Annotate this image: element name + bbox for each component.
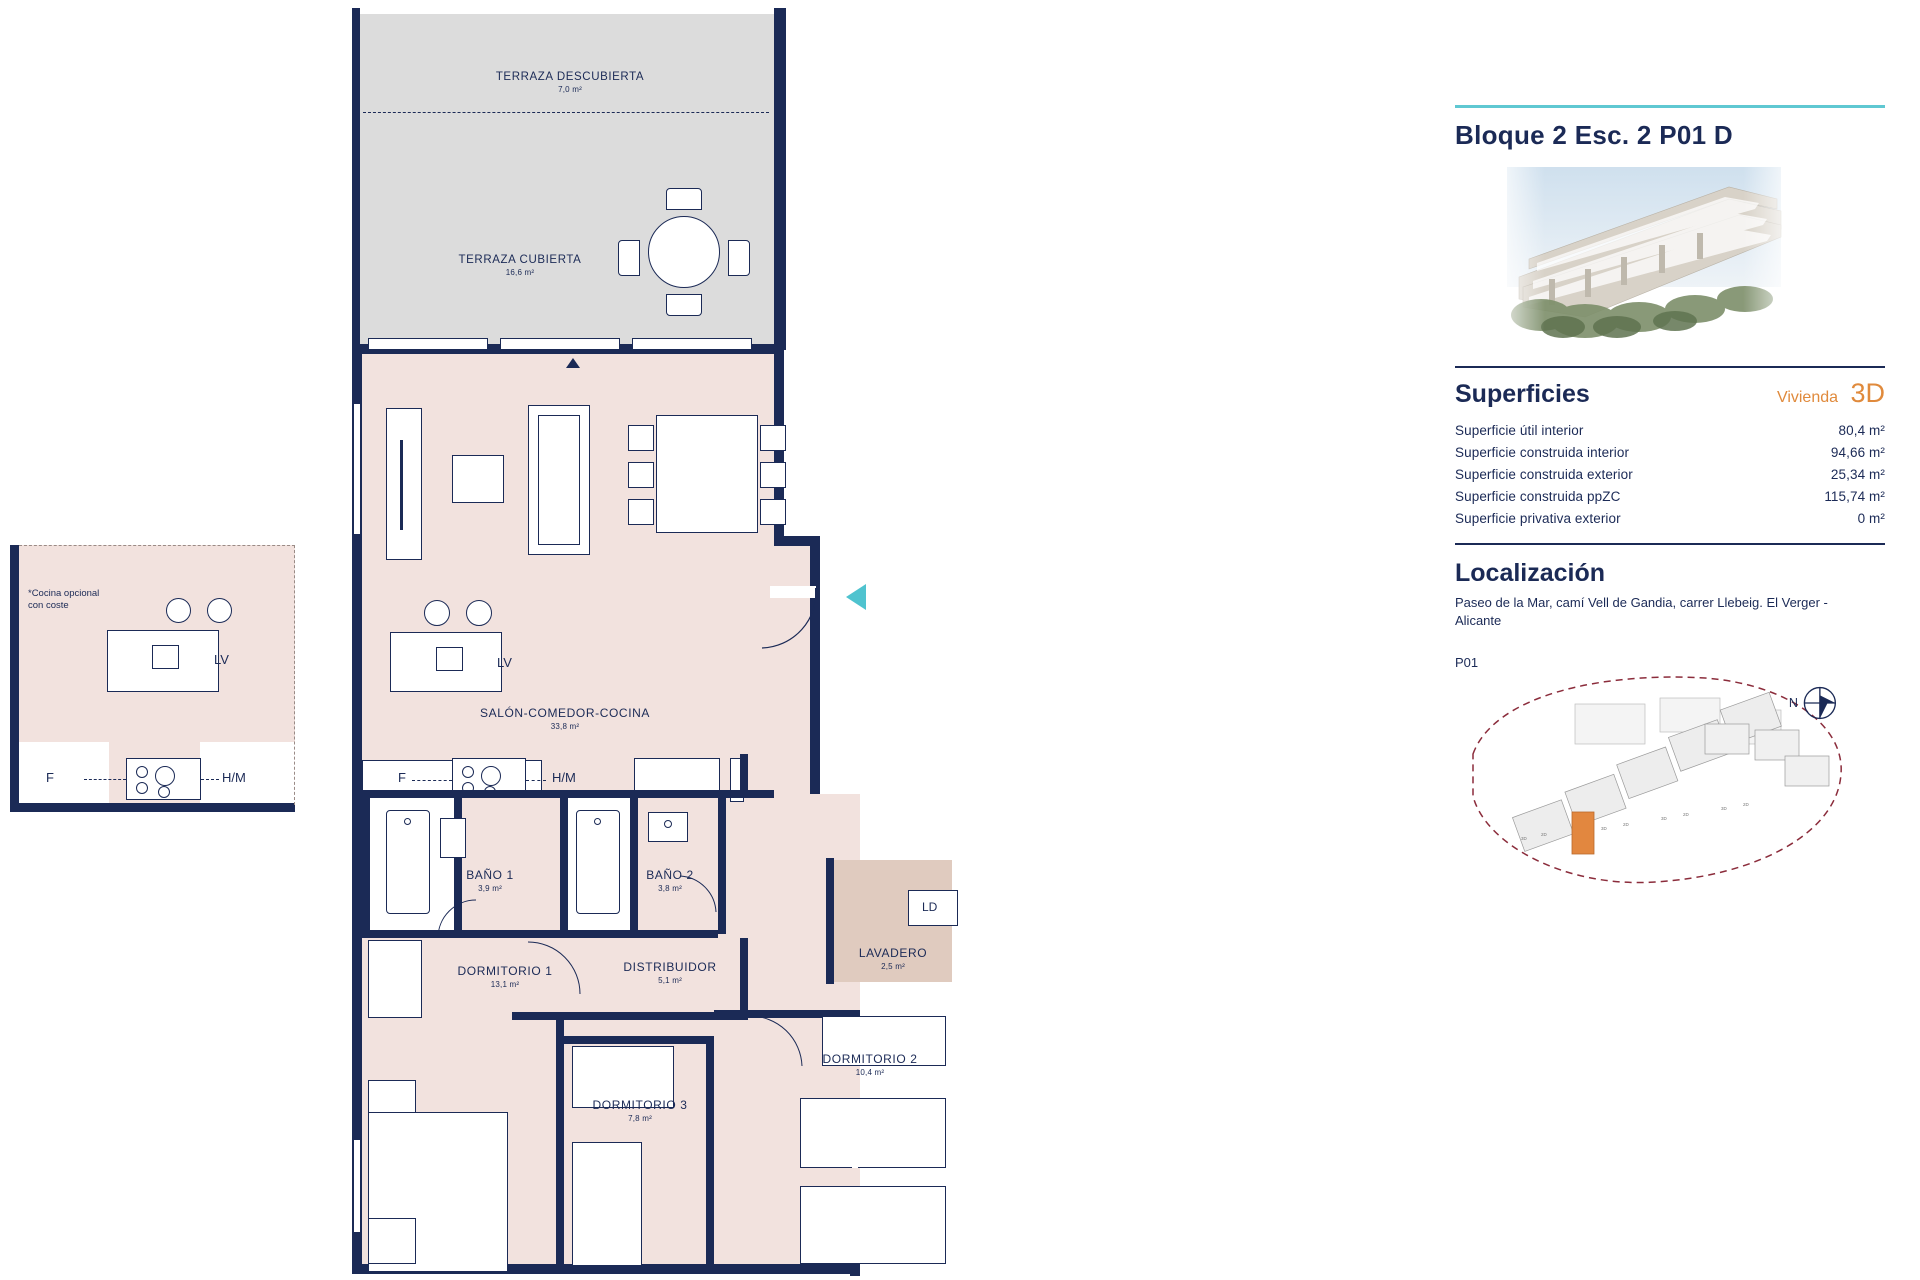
svg-text:3D: 3D <box>1601 826 1607 832</box>
dining-chair <box>628 462 654 488</box>
dining-chair <box>760 425 786 451</box>
inset-dash <box>294 545 295 805</box>
terrace-area <box>360 14 775 344</box>
inset-circle <box>166 598 191 623</box>
row-value: 0 m² <box>1857 510 1885 526</box>
ld-label: LD <box>922 900 938 914</box>
superficies-heading: Superficies <box>1455 380 1590 408</box>
svg-text:2D: 2D <box>1743 802 1749 808</box>
table-row <box>1455 419 1885 441</box>
door-arc-bano2 <box>676 870 722 916</box>
inset-burner <box>155 766 175 786</box>
terrace-wall-right <box>774 8 786 350</box>
table-row <box>1455 463 1885 485</box>
side-table <box>452 455 504 503</box>
compass-icon <box>1787 674 1845 732</box>
label-dormitorio1: DORMITORIO 1 13,1 m² <box>457 964 553 989</box>
wall-bano-bottom <box>362 930 718 938</box>
wall-seg <box>740 754 748 798</box>
note-line-1: *Cocina opcional <box>28 588 100 599</box>
info-panel <box>1455 105 1885 879</box>
svg-text:2D: 2D <box>1623 822 1629 828</box>
inset-wall <box>10 545 19 812</box>
building-photo <box>1489 159 1799 354</box>
kitchen-sink <box>436 647 463 671</box>
inset-burner <box>136 782 148 794</box>
table-row <box>1455 485 1885 507</box>
fridge-label: F <box>398 770 406 785</box>
room-salon-ext <box>774 546 810 794</box>
superficies-rows <box>1455 419 1885 529</box>
svg-text:2D: 2D <box>1683 812 1689 818</box>
label-distribuidor: DISTRIBUIDOR 5,1 m² <box>623 960 717 985</box>
svg-text:N: N <box>1788 695 1798 710</box>
kitchen-circle <box>424 600 450 626</box>
hob-dash <box>526 780 546 781</box>
bathtub <box>386 810 430 914</box>
door-arc-d1 <box>524 938 584 998</box>
inset-circle <box>207 598 232 623</box>
terrace-chair <box>618 240 640 276</box>
inset-lv-label: LV <box>214 652 229 667</box>
wardrobe <box>368 940 422 1018</box>
dining-chair <box>760 462 786 488</box>
row-label: Superficie privativa exterior <box>1455 510 1621 526</box>
shelf-detail <box>400 440 403 530</box>
inset-sink <box>152 645 179 669</box>
site-map <box>1455 664 1855 879</box>
terrace-divider <box>363 112 769 113</box>
sofa-cushions <box>538 415 580 545</box>
inset-burner <box>136 766 148 778</box>
hm-label: H/M <box>552 770 576 785</box>
wc <box>440 818 466 858</box>
terrace-chair <box>728 240 750 276</box>
localizacion-heading: Localización <box>1455 559 1606 587</box>
accent-rule-top <box>1455 105 1885 108</box>
svg-text:3D: 3D <box>1521 836 1527 842</box>
inset-wall <box>10 803 295 812</box>
inset-hm-label: H/M <box>222 770 246 785</box>
door-arc-d2 <box>748 1014 806 1070</box>
door-arc-bano1 <box>436 898 482 944</box>
drain <box>594 818 601 825</box>
wall-d3-top <box>564 1036 714 1044</box>
nightstand <box>368 1218 416 1264</box>
wall-d3-right <box>706 1036 714 1272</box>
svg-text:3D: 3D <box>1721 806 1727 812</box>
table-row <box>1455 507 1885 529</box>
table-row <box>1455 441 1885 463</box>
sliding-door <box>368 338 488 350</box>
window <box>354 1140 360 1232</box>
rule-superficies <box>1455 366 1885 368</box>
note-line-2: con coste <box>28 600 69 612</box>
row-value: 25,34 m² <box>1830 466 1885 482</box>
building-photo-svg <box>1489 159 1799 354</box>
inset-dash <box>201 779 219 780</box>
kitchen-circle <box>466 600 492 626</box>
window <box>354 404 360 534</box>
wall-d1-right <box>556 1012 564 1270</box>
shower <box>576 810 620 914</box>
sliding-door <box>632 338 752 350</box>
drain <box>404 818 411 825</box>
inset-white <box>19 742 109 803</box>
row-label: Superficie construida interior <box>1455 444 1630 460</box>
vivienda-value: 3D <box>1850 378 1885 408</box>
bookshelf <box>386 408 422 560</box>
rule-localizacion <box>1455 543 1885 545</box>
row-value: 94,66 m² <box>1830 444 1885 460</box>
lv-label: LV <box>497 655 512 670</box>
wall-salon-bottom <box>362 790 774 798</box>
row-label: Superficie construida ppZC <box>1455 488 1621 504</box>
row-value: 115,74 m² <box>1824 488 1885 504</box>
panel-title: Bloque 2 Esc. 2 P01 D <box>1455 120 1733 150</box>
dining-chair <box>760 499 786 525</box>
inset-burner <box>158 786 170 798</box>
optional-kitchen-note <box>28 588 99 613</box>
inset-f-label: F <box>46 770 54 785</box>
vivienda-label: Vivienda <box>1776 389 1839 406</box>
north-marker-triangle <box>566 358 580 368</box>
label-dormitorio2: DORMITORIO 2 10,4 m² <box>822 1052 918 1077</box>
label-terraza-descubierta: TERRAZA DESCUBIERTA 7,0 m² <box>495 71 645 95</box>
label-lavadero: LAVADERO 2,5 m² <box>858 946 928 971</box>
label-bano2: BAÑO 2 3,8 m² <box>646 868 694 893</box>
entry-door-arc <box>758 586 822 656</box>
row-label: Superficie construida exterior <box>1455 466 1633 482</box>
dining-chair <box>628 425 654 451</box>
terrace-wall-left <box>352 8 360 350</box>
label-terraza-cubierta: TERRAZA CUBIERTA 16,6 m² <box>458 254 582 278</box>
row-label: Superficie útil interior <box>1455 422 1584 438</box>
bed-d2 <box>800 1186 946 1264</box>
dining-chair <box>628 499 654 525</box>
site-floor-label: P01 <box>1455 655 1479 671</box>
burner <box>462 766 474 778</box>
window <box>852 1108 858 1168</box>
bed-d2-head <box>800 1098 946 1168</box>
row-value: 80,4 m² <box>1838 422 1885 438</box>
basin-tap <box>664 820 672 828</box>
svg-text:3D: 3D <box>1661 816 1667 822</box>
wall-seg <box>630 798 638 934</box>
wall-seg <box>362 798 370 938</box>
sliding-door <box>500 338 620 350</box>
label-bano1: BAÑO 1 3,9 m² <box>466 868 514 893</box>
burner <box>481 766 501 786</box>
label-salon: SALÓN-COMEDOR-COCINA 33,8 m² <box>479 706 650 731</box>
entrance-arrow <box>846 584 866 610</box>
svg-text:2D: 2D <box>1541 832 1547 838</box>
hob-dash <box>412 780 452 781</box>
inset-dash <box>19 545 295 546</box>
superficies-header <box>1455 378 1885 409</box>
dining-table <box>656 415 758 533</box>
label-dormitorio3: DORMITORIO 3 7,8 m² <box>592 1098 688 1123</box>
inset-dash <box>84 779 126 780</box>
bed-single <box>572 1142 642 1266</box>
inset-white <box>200 742 295 803</box>
wall-distribuidor <box>740 938 748 1018</box>
terrace-table <box>648 216 720 288</box>
wall-bano-div <box>560 798 568 934</box>
localizacion-address: Paseo de la Mar, camí Vell de Gandia, carrer Llebeig. El Verger - Alicante <box>1455 595 1828 628</box>
terrace-chair <box>666 294 702 316</box>
terrace-chair <box>666 188 702 210</box>
